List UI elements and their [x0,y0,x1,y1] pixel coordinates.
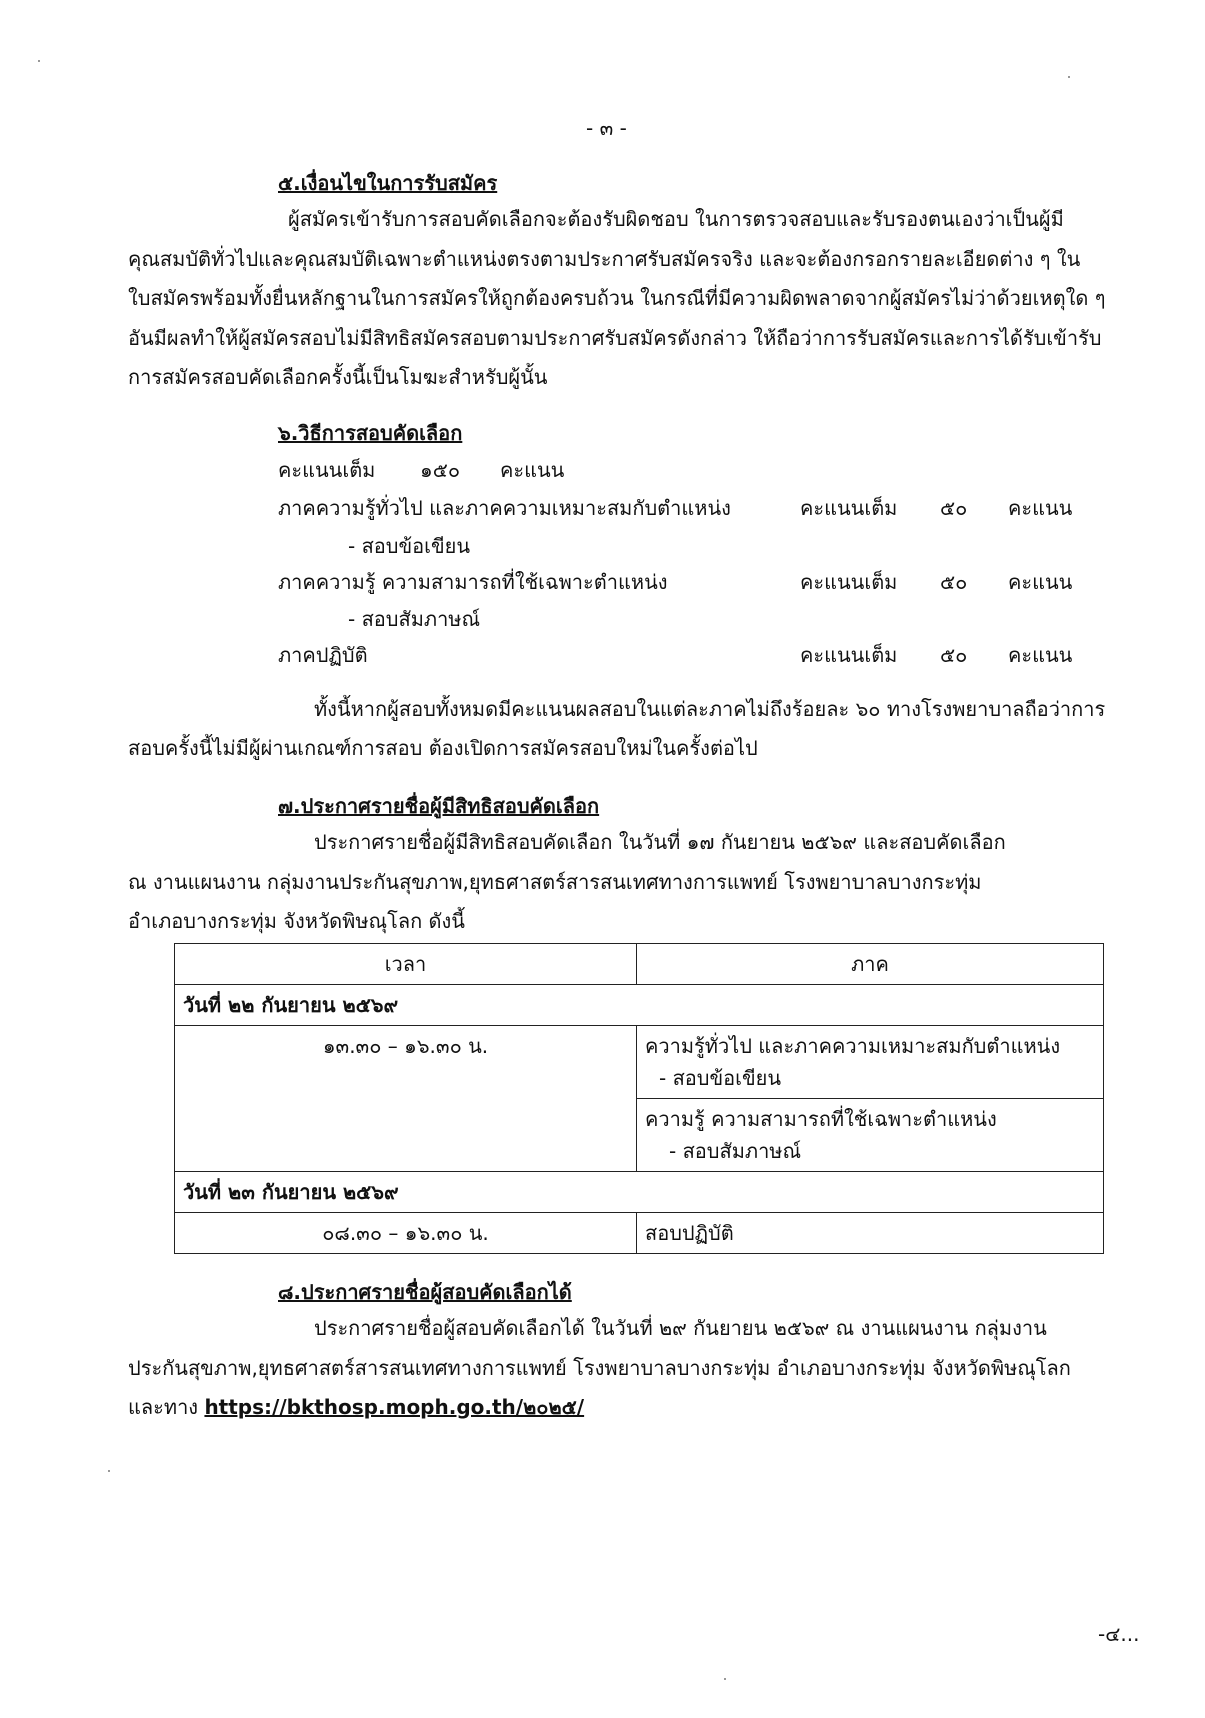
exam-part-unit: คะแนน [1008,643,1073,667]
exam-part-value: ๕๐ [940,570,968,594]
section5-line: อันมีผลทำให้ผู้สมัครสอบไม่มีสิทธิสมัครสอบตามประกาศรับสมัครดังกล่าว ให้ถือว่าการรับสมัครและการได้รับเข้ารับ [128,326,1102,350]
next-page-marker: -๔... [1098,1622,1140,1646]
section6-note: ทั้งนี้หากผู้สอบทั้งหมดมีคะแนนผลสอบในแต่ละภาคไม่ถึงร้อยละ ๖๐ ทางโรงพยาบาลถือว่าการ [314,697,1106,721]
exam-part-label: คะแนนเต็ม [800,643,898,667]
scan-speck [724,1678,726,1680]
section5-line: ใบสมัครพร้อมทั้งยื่นหลักฐานในการสมัครให้ถูกต้องครบถ้วน ในกรณีที่มีความผิดพลาดจากผู้สมัครไม่ว่าด้วยเหตุใด ๆ [128,286,1106,310]
day-row: วันที่ ๒๓ กันยายน ๒๕๖๙ [175,1172,1104,1213]
exam-part-unit: คะแนน [1008,570,1073,594]
exam-part-sub: - สอบสัมภาษณ์ [348,607,481,631]
table-header-row [175,944,1104,985]
time-cell: ๑๓.๓๐ – ๑๖.๓๐ น. [175,1026,637,1172]
section7-line: ณ งานแผนงาน กลุ่มงานประกันสุขภาพ,ยุทธศาสตร์สารสนเทศทางการแพทย์ โรงพยาบาลบางกระทุ่ม [128,870,982,894]
section5-line: ผู้สมัครเข้ารับการสอบคัดเลือกจะต้องรับผิดชอบ ในการตรวจสอบและรับรองตนเองว่าเป็นผู้มี [288,207,1064,231]
part-name: ความรู้ทั่วไป และภาคความเหมาะสมกับตำแหน่ง [645,1034,1061,1058]
section5-line: คุณสมบัติทั่วไปและคุณสมบัติเฉพาะตำแหน่งตรงตามประกาศรับสมัครจริง และจะต้องกรอกรายละเอียดต่าง ๆ ใน [128,247,1081,271]
scan-speck [38,60,40,62]
total-score-value: ๑๕๐ [420,458,461,482]
section8-heading: ๘.ประกาศรายชื่อผู้สอบคัดเลือกได้ [278,1280,572,1304]
time-cell: ๐๘.๓๐ – ๑๖.๓๐ น. [175,1213,637,1254]
exam-part-value: ๕๐ [940,496,968,520]
section8-line: ประกาศรายชื่อผู้สอบคัดเลือกได้ ในวันที่ ๒๙ กันยายน ๒๕๖๙ ณ งานแผนงาน กลุ่มงาน [314,1316,1047,1340]
column-header-time: เวลา [175,944,637,985]
part-sub: - สอบข้อเขียน [659,1066,782,1090]
exam-part-unit: คะแนน [1008,496,1073,520]
part-sub: - สอบสัมภาษณ์ [669,1139,802,1163]
part-cell: สอบปฏิบัติ [637,1213,1104,1254]
day-row: วันที่ ๒๒ กันยายน ๒๕๖๙ [175,985,1104,1026]
exam-part-label: คะแนนเต็ม [800,496,898,520]
section7-line: อำเภอบางกระทุ่ม จังหวัดพิษณุโลก ดังนี้ [128,909,465,933]
exam-part-value: ๕๐ [940,643,968,667]
exam-schedule-table [174,943,1104,1254]
section5-heading: ๕.เงื่อนไขในการรับสมัคร [278,171,498,195]
page-number: - ๓ - [586,116,627,140]
table-row [175,985,1104,1026]
total-score-unit: คะแนน [500,458,565,482]
section5-line: การสมัครสอบคัดเลือกครั้งนี้เป็นโมฆะสำหรับผู้นั้น [128,365,548,389]
section6-note: สอบครั้งนี้ไม่มีผู้ผ่านเกณฑ์การสอบ ต้องเปิดการสมัครสอบใหม่ในครั้งต่อไป [128,736,758,760]
part-cell [637,1099,1104,1172]
table-row [175,1213,1104,1254]
exam-part-name: ภาคความรู้ ความสามารถที่ใช้เฉพาะตำแหน่ง [278,570,668,594]
part-name: ความรู้ ความสามารถที่ใช้เฉพาะตำแหน่ง [645,1107,997,1131]
scan-speck [1068,76,1070,78]
section8-line: ประกันสุขภาพ,ยุทธศาสตร์สารสนเทศทางการแพทย์ โรงพยาบาลบางกระทุ่ม อำเภอบางกระทุ่ม จังหวัดพิษณุโลก [128,1356,1071,1380]
section8-prefix: และทาง [128,1395,199,1419]
exam-part-label: คะแนนเต็ม [800,570,898,594]
website-link[interactable]: https://bkthosp.moph.go.th/๒๐๒๕/ [204,1395,585,1419]
section6-heading: ๖.วิธีการสอบคัดเลือก [278,421,463,445]
total-score-label: คะแนนเต็ม [278,458,376,482]
scan-speck [108,1470,110,1472]
table-row [175,1026,1104,1099]
part-cell [637,1026,1104,1099]
exam-part-sub: - สอบข้อเขียน [348,534,471,558]
column-header-part: ภาค [637,944,1104,985]
table-row [175,1172,1104,1213]
section7-heading: ๗.ประกาศรายชื่อผู้มีสิทธิสอบคัดเลือก [278,794,600,818]
section8-last-line [128,1391,584,1423]
exam-part-name: ภาคความรู้ทั่วไป และภาคความเหมาะสมกับตำแหน่ง [278,496,731,520]
exam-part-name: ภาคปฏิบัติ [278,643,368,667]
section7-line: ประกาศรายชื่อผู้มีสิทธิสอบคัดเลือก ในวันที่ ๑๗ กันยายน ๒๕๖๙ และสอบคัดเลือก [314,830,1006,854]
